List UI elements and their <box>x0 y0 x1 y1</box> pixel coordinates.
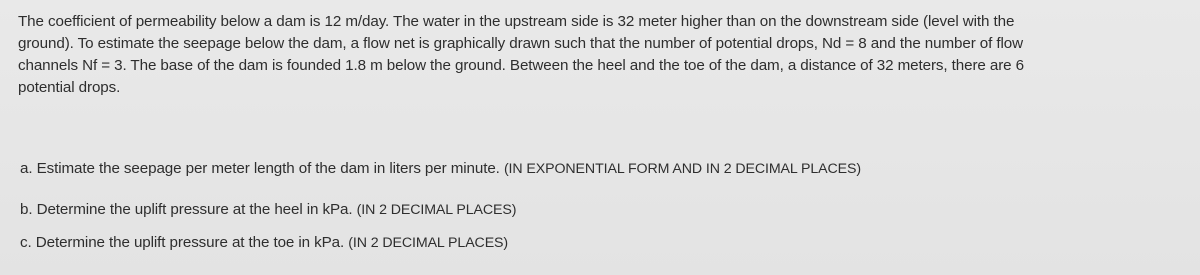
question-a <box>20 160 861 177</box>
problem-line-2: ground). To estimate the seepage below the dam, a flow net is graphically drawn such that the number of potential drops, Nd = 8 and the number of flow <box>18 35 1023 52</box>
problem-line-4: potential drops. <box>18 79 121 96</box>
question-c-note: (IN 2 DECIMAL PLACES) <box>348 235 509 251</box>
question-b <box>20 201 516 218</box>
question-b-text: b. Determine the uplift pressure at the heel in kPa. <box>20 201 353 218</box>
problem-statement <box>18 11 1188 99</box>
question-b-note: (IN 2 DECIMAL PLACES) <box>356 202 517 218</box>
problem-line-1: The coefficient of permeability below a dam is 12 m/day. The water in the upstream side is 32 meter higher than on the downstream side (level with the <box>18 13 1015 30</box>
question-c-text: c. Determine the uplift pressure at the toe in kPa. <box>20 234 345 251</box>
problem-line-3: channels Nf = 3. The base of the dam is founded 1.8 m below the ground. Between the heel and the toe of the dam, a distance of 32 meters, there are 6 <box>18 57 1024 74</box>
question-a-note: (IN EXPONENTIAL FORM AND IN 2 DECIMAL PLACES) <box>503 161 862 177</box>
question-c <box>20 234 508 251</box>
question-a-text: a. Estimate the seepage per meter length of the dam in liters per minute. <box>20 160 500 177</box>
